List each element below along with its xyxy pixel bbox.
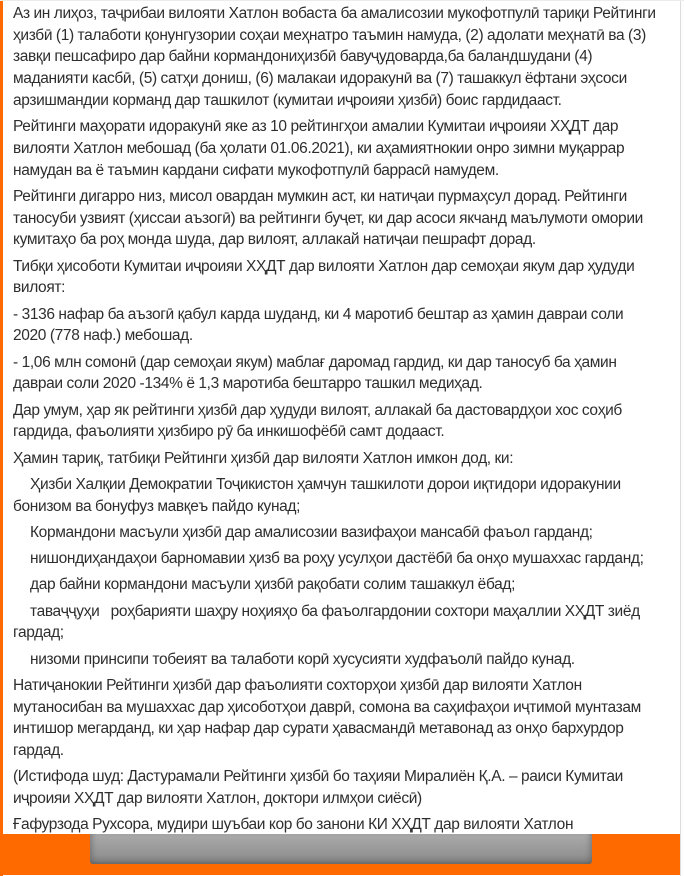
article-paragraph: дар байни кормандони масъули ҳизбӣ рақобати солим ташаккул ёбад; <box>30 576 516 594</box>
article-paragraph: Рейтинги маҳорати идоракунӣ яке аз 10 рейтингҳои амалии Кумитаи иҷроияи ХҲДТ дар вилояти Хатлон мебошад (ба ҳолати 01.06.2021), ки аҳамиятнокии онро зимни муқаррар намудан ва ё таъмин кардани сифати мукофотпулӣ баррасӣ намудем. <box>13 118 628 179</box>
article-paragraph: (Истифода шуд: Дастурамали Рейтинги ҳизбӣ бо таҳияи Миралиён Қ.А. – раиси Кумитаи иҷроияи ХҲДТ дар вилояти Хатлон, доктори илмҳои сиёсӣ) <box>13 768 627 808</box>
article-paragraph: нишондиҳандаҳои барномавии ҳизб ва роҳу усулҳои дастёбӣ ба онҳо мушаххас гарданд; <box>30 550 644 568</box>
article-paragraph: Аз ин лиҳоз, таҷрибаи вилояти Хатлон вобаста ба амалисозии мукофотпулӣ тариқи Рейтинги ҳизбӣ (1) талаботи қонунгузории соҳаи меҳнатро таъмин намуда, (2) адолати меҳнатӣ ва (3) завқи пешсафиро дар байни кормандониҳизбӣ бавуҷудоварда,ба баландшудани (4) маданияти касбӣ, (5) сатҳи дониш, (6) малакаи идоракунӣ ва (7) ташаккул ёфтани эҳсоси арзишмандии корманд дар ташкилот (кумитаи иҷроияи ҳизбӣ) боис гардидааст. <box>13 5 660 109</box>
article-paragraph: Натиҷанокии Рейтинги ҳизбӣ дар фаъолияти сохторҳои ҳизбӣ дар вилояти Хатлон мутаносибан ва мушаххас дар ҳисоботҳои даврӣ, сомона ва саҳифаҳои иҷтимоӣ мунтазам интишор мегарданд, ки ҳар нафар дар сурати ҳавасмандӣ метавонад аз онҳо бархурдор гардад. <box>13 677 645 760</box>
horizontal-scrollbar-thumb[interactable] <box>90 834 592 864</box>
article-paragraph: - 3136 нафар ба аъзогӣ қабул карда шуданд, ки 4 маротиб бештар аз ҳамин давраи соли 2020 (778 наф.) мебошад. <box>13 305 628 345</box>
right-edge-border <box>680 1 684 876</box>
article-paragraph: таваҷҷуҳи роҳбарияти шаҳру ноҳияҳо ба фаъолгардонии сохтори маҳаллии ХҲДТ зиёд гардад; <box>13 602 644 642</box>
left-accent-border <box>0 1 3 876</box>
article-paragraph: Кормандони масъули ҳизбӣ дар амалисозии вазифаҳои мансабӣ фаъол гарданд; <box>30 523 593 541</box>
article-paragraph: Ғафурзода Рухсора, мудири шуъбаи кор бо занони КИ ХҲДТ дар вилояти Хатлон <box>13 816 574 834</box>
article-paragraph: Тибқи ҳисоботи Кумитаи иҷроияи ХҲДТ дар вилояти Хатлон дар семоҳаи якум дар ҳудуди вилоят: <box>13 257 639 297</box>
footer-bar <box>0 834 684 875</box>
article-paragraph: Дар умум, ҳар як рейтинги ҳизбӣ дар ҳудуди вилоят, аллакай ба дастовардҳои хос соҳиб гардида, фаъолияти ҳизбиро рӯ ба инкишофёбӣ самт додааст. <box>13 401 626 441</box>
article-paragraph: Ҳамин тариқ, татбиқи Рейтинги ҳизбӣ дар вилояти Хатлон имкон дод, ки: <box>13 449 514 467</box>
article-paragraph: Ҳизби Халқии Демократии Тоҷикистон ҳамчун ташкилоти дорои иқтидори идоракунии бонизом ва бонуфуз мавқеъ пайдо кунад; <box>13 475 625 515</box>
article-paragraph: низоми принсипи тобеият ва талаботи корӣ хусусияти худфаъолӣ пайдо кунад. <box>30 650 575 668</box>
article-paragraph: Рейтинги дигарро низ, мисол овардан мумкин аст, ки натиҷаи пурмаҳсул дорад. Рейтинги таносуби узвият (ҳиссаи аъзогӣ) ва рейтинги буҷет, ки дар асоси якчанд маълумоти омории кумитаҳо ба роҳ монда шуда, дар вилоят, аллакай натиҷаи пешрафт дорад. <box>13 187 647 249</box>
article-paragraph: - 1,06 млн сомонӣ (дар семоҳаи якум) маблағ даромад гардид, ки дар таносуб ба ҳамин давраи соли 2020 -134% ё 1,3 маротиба бештарро ташкил медиҳад. <box>13 353 621 393</box>
article-body <box>0 1 684 834</box>
